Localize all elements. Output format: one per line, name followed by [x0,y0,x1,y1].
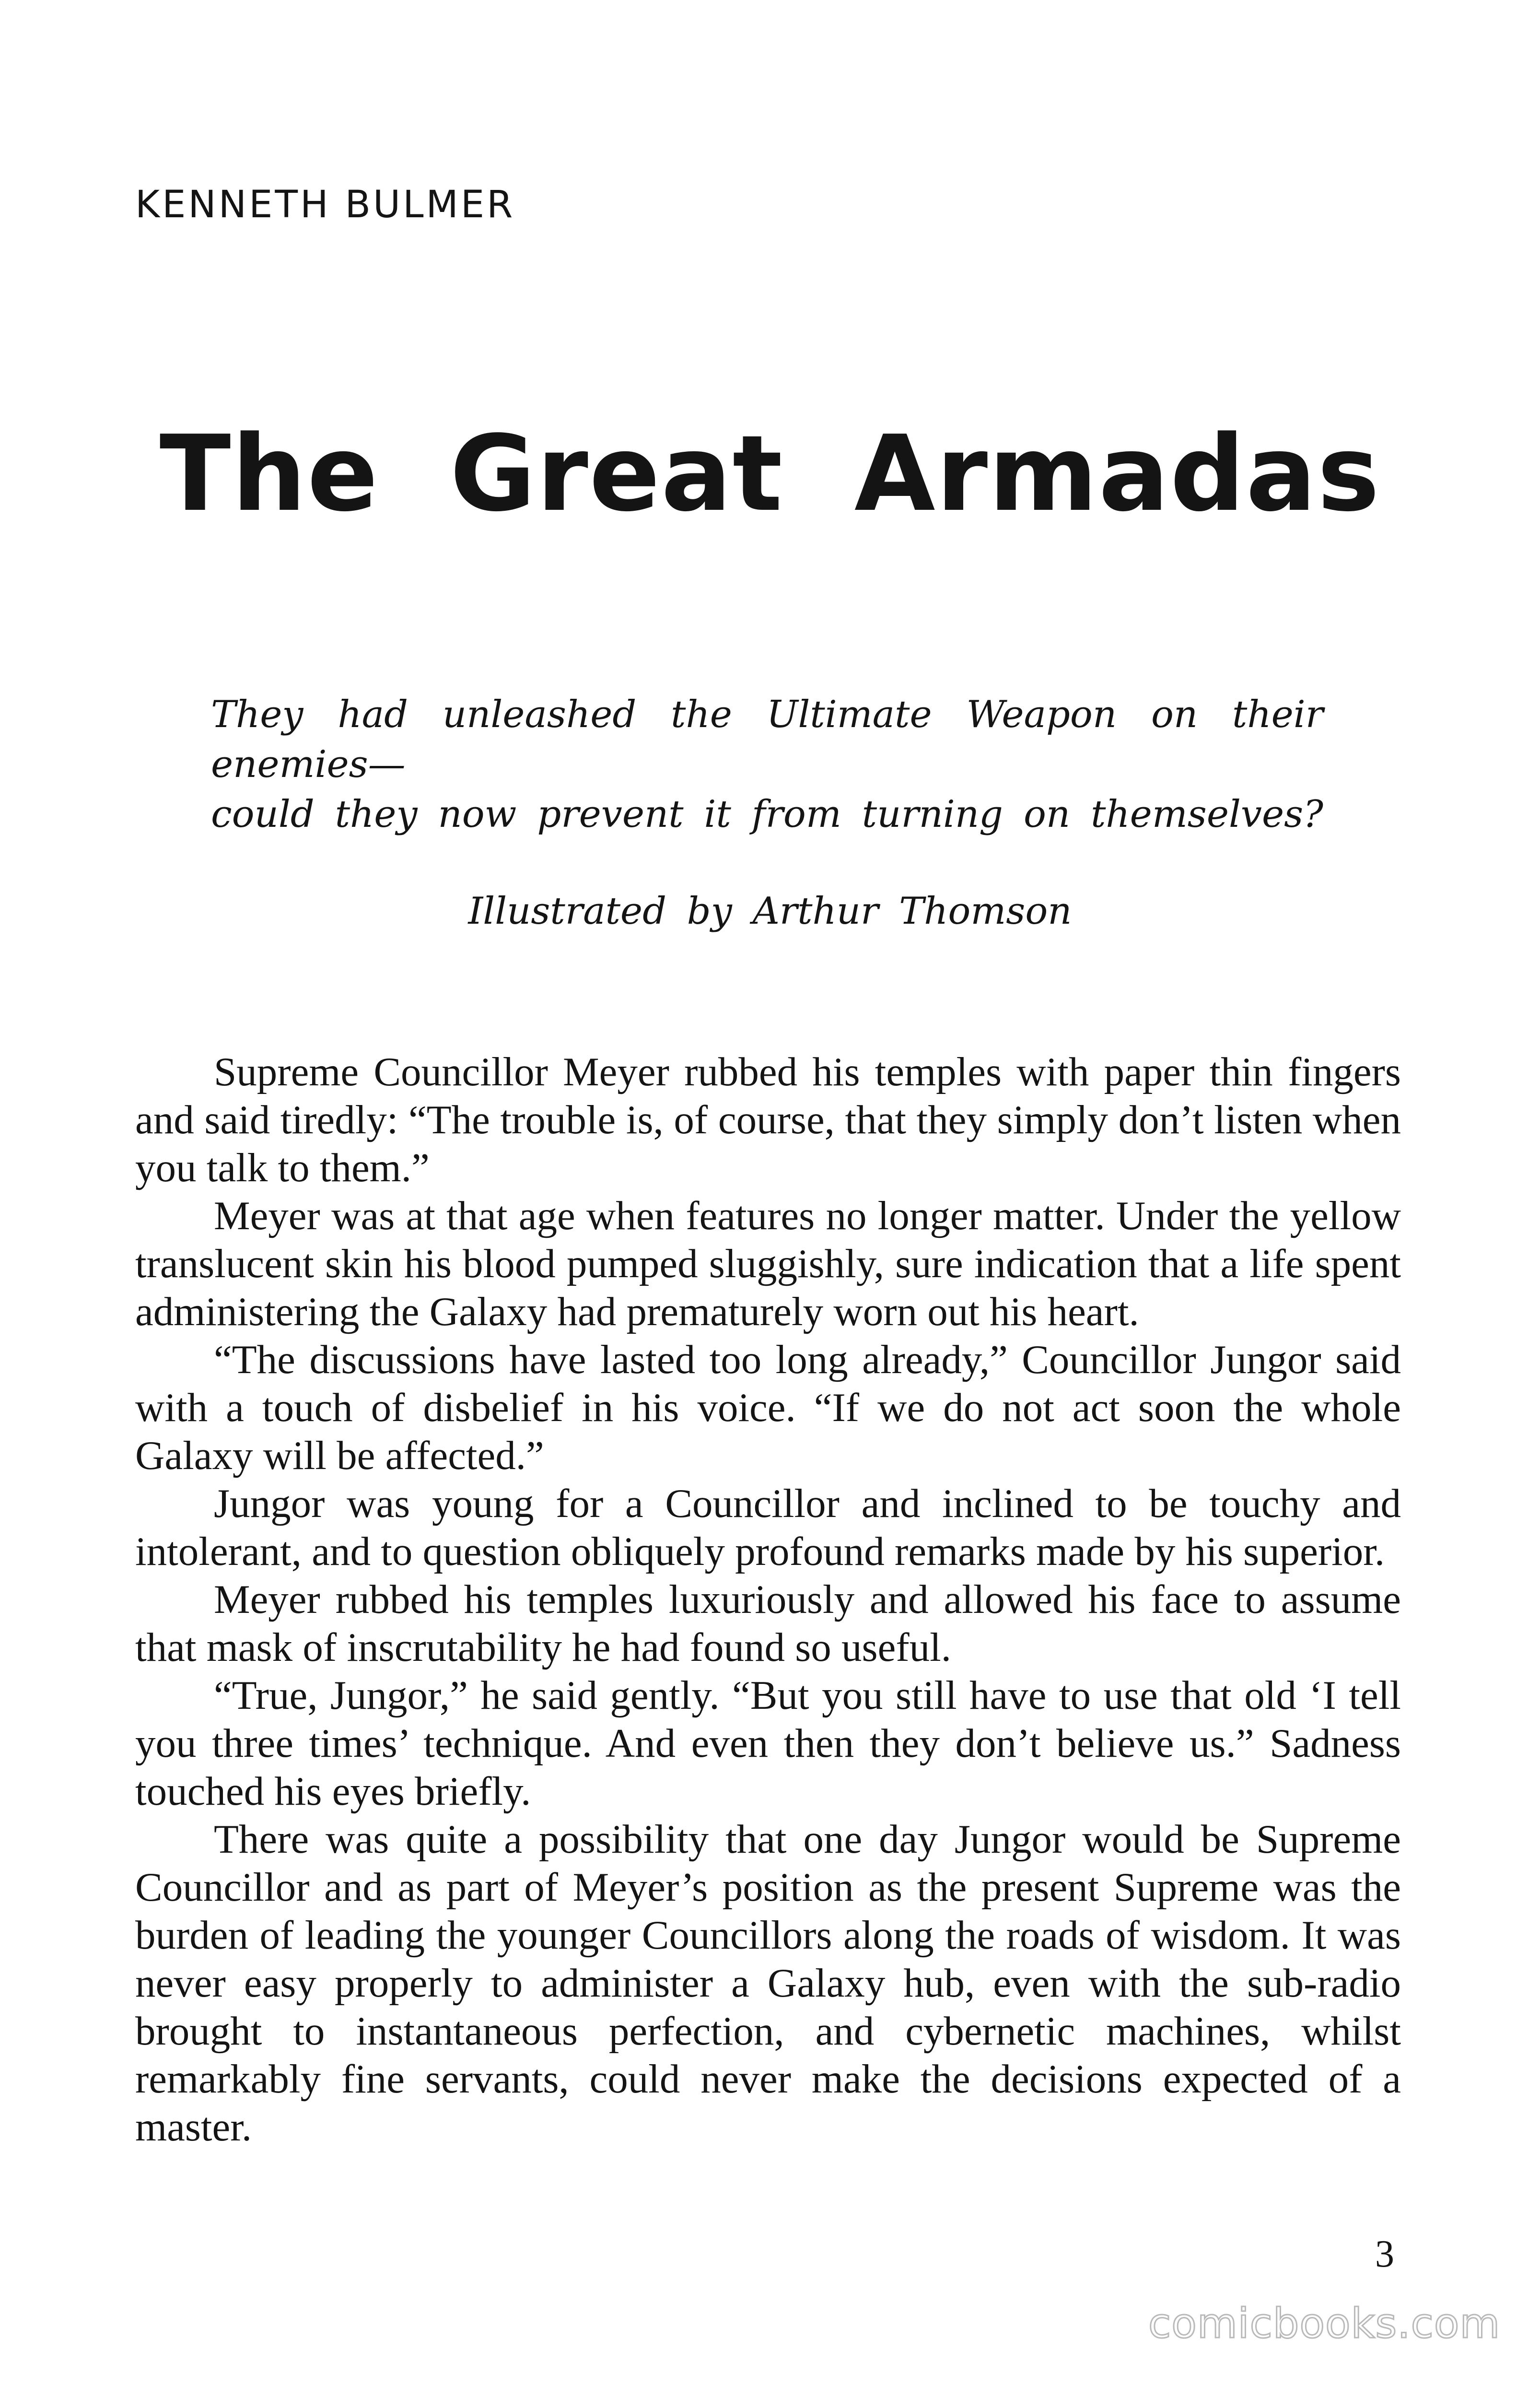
blurb-line: could they now prevent it from turning on themselves? [211,793,1323,836]
body-paragraph: Meyer rubbed his temples luxuriously and allowed his face to assume that mask of inscrutability he had found so useful. [135,1577,1401,1670]
body-paragraph: Meyer was at that age when features no longer matter. Under the yellow translucent skin his blood pumped sluggishly, sure indication that a life spent administering the Galaxy had prematurely worn out his heart. [135,1193,1401,1334]
story-title: The Great Armadas [159,413,1381,535]
body-paragraph: “True, Jungor,” he said gently. “But you still have to use that old ‘I tell you three times’ technique. And even then they don’t believe us.” Sadness touched his eyes briefly. [135,1673,1401,1814]
story-blurb [211,690,1323,839]
author-name: KENNETH BULMER [135,183,515,226]
page-number: 3 [1375,2233,1394,2275]
body-paragraph: “The discussions have lasted too long already,” Councillor Jungor said with a touch of disbelief in his voice. “If we do not act soon the whole Galaxy will be affected.” [135,1337,1401,1478]
story-body [135,1048,1401,2151]
body-paragraph: There was quite a possibility that one day Jungor would be Supreme Councillor and as part of Meyer’s position as the present Supreme was the burden of leading the younger Councillors along the roads of wisdom. It was never easy properly to administer a Galaxy hub, even with the sub-radio brought to instantaneous perfection, and cybernetic machines, whilst remarkably fine servants, could never make the decisions expected of a master. [135,1817,1401,2150]
body-paragraph: Jungor was young for a Councillor and inclined to be touchy and intolerant, and to question obliquely profound remarks made by his superior. [135,1481,1401,1574]
site-watermark: comicbooks.com [1148,2300,1501,2348]
blurb-line: They had unleashed the Ultimate Weapon on their enemies— [211,693,1323,786]
body-paragraph: Supreme Councillor Meyer rubbed his temples with paper thin fingers and said tiredly: “The trouble is, of course, that they simply don’t listen when you talk to them.” [135,1049,1401,1190]
illustrator-credit: Illustrated by Arthur Thomson [468,890,1072,933]
